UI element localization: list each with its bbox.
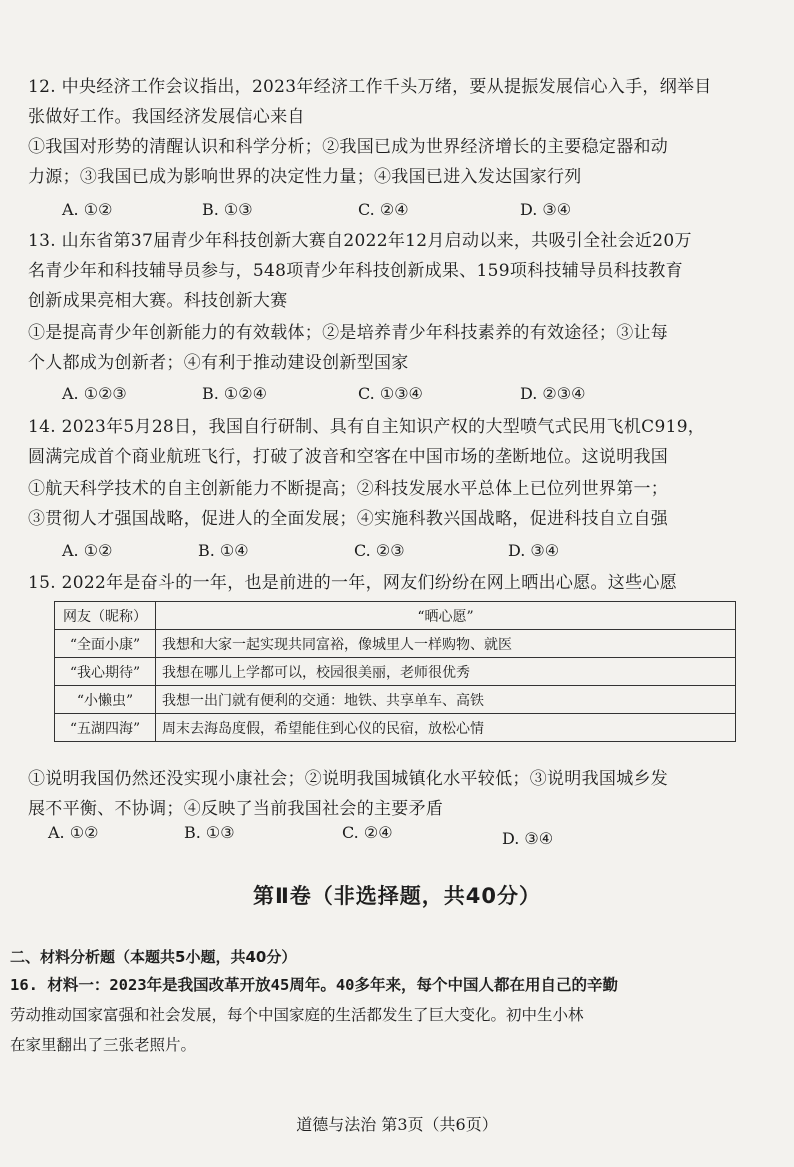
q14-line-4: ③贯彻人才强国战略，促进人的全面发展；④实施科教兴国战略，促进科技自立自强 [28,509,669,529]
table-row [55,714,736,742]
q12-line-4: 力源；③我国已成为影响世界的决定性力量；④我国已进入发达国家行列 [28,167,582,187]
q13-line-5: 个人都成为创新者；④有利于推动建设创新型国家 [28,353,409,373]
q15-option-c: C. ②④ [342,823,393,842]
q16-line-2: 劳动推动国家富强和社会发展，每个中国家庭的生活都发生了巨大变化。初中生小林 [10,1006,584,1024]
q14-line-2: 圆满完成首个商业航班飞行，打破了波音和空客在中国市场的垄断地位。这说明我国 [28,447,669,467]
q14-line-1: 14. 2023年5月28日，我国自行研制、具有自主知识产权的大型喷气式民用飞机C919， [28,417,706,437]
q13-option-c: C. ①③④ [358,384,423,403]
q15-option-a: A. ①② [48,823,99,842]
q12-line-1: 12. 中央经济工作会议指出，2023年经济工作千头万绪，要从提振发展信心入手，纲举目 [28,77,712,97]
table-header-row [55,602,736,630]
q13-option-a: A. ①②③ [62,384,127,403]
part-title: 二、材料分析题（本题共5小题，共40分） [10,948,297,966]
q14-line-3: ①航天科学技术的自主创新能力不断提高；②科技发展水平总体上已位列世界第一； [28,479,669,499]
q13-option-b: B. ①②④ [202,384,267,403]
table-cell-wish: 我想一出门就有便利的交通：地铁、共享单车、高铁 [156,686,736,714]
q16-line-3: 在家里翻出了三张老照片。 [10,1036,197,1054]
q16-line-1 [10,974,618,996]
q12-line-2: 张做好工作。我国经济发展信心来自 [28,107,305,127]
q14-option-c: C. ②③ [354,541,405,560]
wish-table [54,601,736,742]
section-title: 第Ⅱ卷（非选择题，共40分） [252,884,542,908]
table-cell-wish: 我想在哪儿上学都可以，校园很美丽，老师很优秀 [156,658,736,686]
q15-line-2: 展不平衡、不协调；④反映了当前我国社会的主要矛盾 [28,799,444,819]
q13-line-4: ①是提高青少年创新能力的有效载体；②是培养青少年科技素养的有效途径；③让每 [28,323,669,343]
table-cell-nickname: “五湖四海” [55,714,156,742]
table-cell-wish: 周末去海岛度假，希望能住到心仪的民宿，放松心情 [156,714,736,742]
q12-option-c: C. ②④ [358,200,409,219]
q14-option-a: A. ①② [62,541,113,560]
table-cell-wish: 我想和大家一起实现共同富裕，像城里人一样购物、就医 [156,630,736,658]
table-row [55,658,736,686]
q12-option-d: D. ③④ [520,200,572,219]
table-cell-nickname: “全面小康” [55,630,156,658]
q13-option-d: D. ②③④ [520,384,586,403]
q13-line-2: 名青少年和科技辅导员参与，548项青少年科技创新成果、159项科技辅导员科技教育 [28,261,683,281]
q15-option-d: D. ③④ [502,829,554,848]
q12-option-b: B. ①③ [202,200,253,219]
table-row [55,630,736,658]
table-header-nickname: 网友（昵称） [55,602,156,630]
q12-line-3: ①我国对形势的清醒认识和科学分析；②我国已成为世界经济增长的主要稳定器和动 [28,137,669,157]
q14-option-d: D. ③④ [508,541,560,560]
page-footer: 道德与法治 第3页（共6页） [296,1115,498,1134]
q15-line-1: ①说明我国仍然还没实现小康社会；②说明我国城镇化水平较低；③说明我国城乡发 [28,769,669,789]
q12-option-a: A. ①② [62,200,113,219]
table-cell-nickname: “我心期待” [55,658,156,686]
q14-option-b: B. ①④ [198,541,249,560]
table-cell-nickname: “小懒虫” [55,686,156,714]
q15-option-b: B. ①③ [184,823,235,842]
q16-line-1-text: 16. 材料一：2023年是我国改革开放45周年。40多年来，每个中国人都在用自己的辛勤 [10,976,618,994]
q13-line-3: 创新成果亮相大赛。科技创新大赛 [28,291,288,311]
table-row [55,686,736,714]
q15-intro: 15. 2022年是奋斗的一年，也是前进的一年，网友们纷纷在网上晒出心愿。这些心愿 [28,573,678,593]
table-header-wish: “晒心愿” [156,602,736,630]
q13-line-1: 13. 山东省第37届青少年科技创新大赛自2022年12月启动以来，共吸引全社会近20万 [28,231,692,251]
